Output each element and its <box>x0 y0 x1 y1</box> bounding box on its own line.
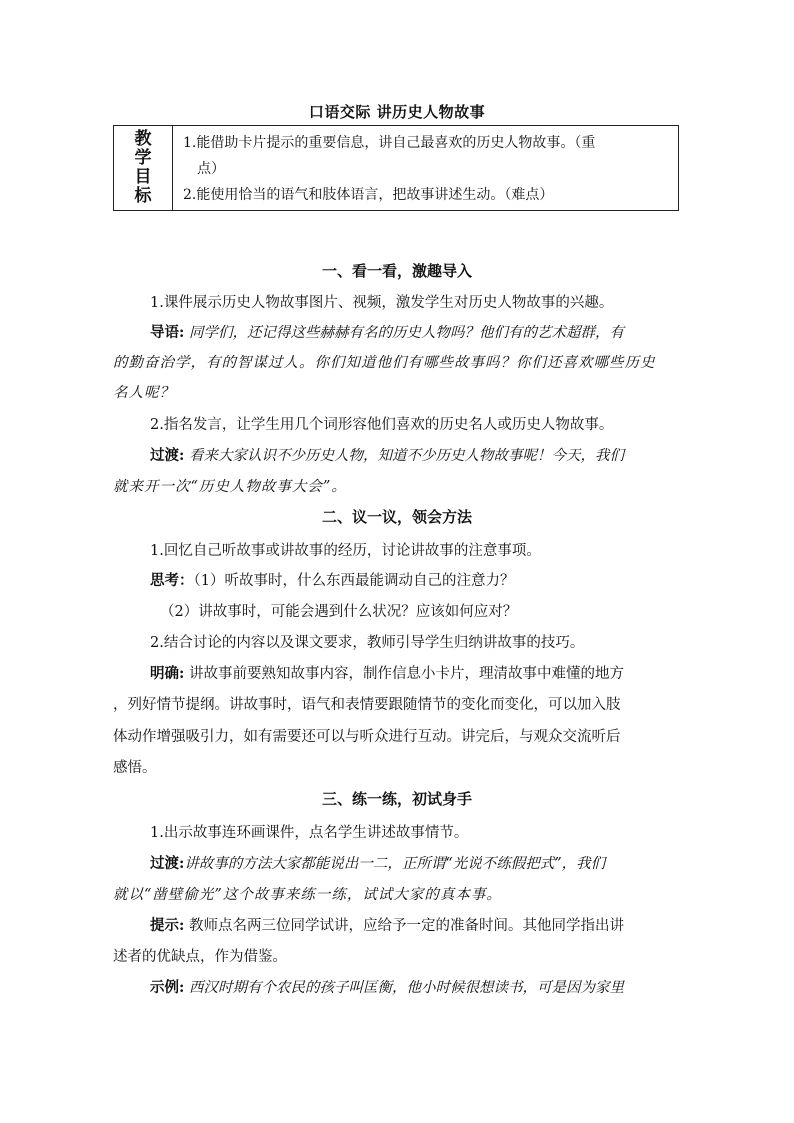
section-3-para-3 <box>140 911 676 941</box>
section-2-para-5-line-2: ，列好情节提纲。讲故事时，语气和表情要跟随情节的变化而变化，可以加入肢 <box>113 697 621 713</box>
para-text: 教师点名两三位同学试讲，应给予一定的准备时间。其他同学指出讲 <box>184 918 624 934</box>
para-label: 导语: <box>150 324 185 341</box>
section-3-para-2-line-2: 就以“凿壁偷光”这个故事来练一练，试试大家的真本事。 <box>113 887 502 903</box>
section-2-para-5 <box>140 659 676 689</box>
section-3-para-3-line-2: 述者的优缺点，作为借鉴。 <box>113 949 287 965</box>
section-1-para-2-line-2: 的勤奋治学，有的智谋过人。你们知道他们有哪些故事吗？你们还喜欢哪些历史 <box>113 355 656 371</box>
para-label: 过渡: <box>150 855 185 872</box>
section-2-para-3: （2）讲故事时，可能会遇到什么状况？应该如何应对？ <box>160 604 518 620</box>
para-text: 西汉时期有个农民的孩子叫匡衡，他小时候很想读书，可是因为家里 <box>184 980 624 996</box>
para-label: 示例: <box>150 979 185 996</box>
section-2-para-5-line-4: 感悟。 <box>113 760 157 776</box>
para-text: 看来大家认识不少历史人物，知道不少历史人物故事呢！今天，我们 <box>184 448 624 464</box>
section-3-para-1: 1.出示故事连环画课件，点名学生讲述故事情节。 <box>150 825 469 841</box>
section-1-para-2 <box>140 318 676 348</box>
section-3-para-2 <box>140 849 676 879</box>
goals-body-cell <box>173 126 679 211</box>
para-label: 思考： <box>150 572 194 589</box>
section-1-para-2-line-3: 名人呢？ <box>113 385 175 401</box>
para-text: （1）听故事时，什么东西最能调动自己的注意力？ <box>193 573 515 589</box>
section-3-para-4 <box>140 973 676 1003</box>
section-2-para-5-line-3: 体动作增强吸引力，如有需要还可以与听众进行互动。讲完后，与观众交流听后 <box>113 729 621 745</box>
goals-label: 教学目标 <box>134 129 152 206</box>
para-text: 讲故事前要熟知故事内容，制作信息小卡片，理清故事中难懂的地方 <box>184 666 624 682</box>
section-2-heading: 二、议一议，领会方法 <box>321 508 472 526</box>
section-2-para-1: 1.回忆自己听故事或讲故事的经历，讨论讲故事的注意事项。 <box>150 543 541 559</box>
para-label: 明确: <box>150 665 185 682</box>
section-3-heading: 三、练一练，初试身手 <box>321 790 472 808</box>
para-label: 过渡: <box>150 447 185 464</box>
para-label: 提示: <box>150 917 185 934</box>
page-title: 口语交际 讲历史人物故事 <box>308 103 486 121</box>
goal-item-1-continued: 点） <box>197 161 225 177</box>
section-1-heading: 一、看一看，激趣导入 <box>321 262 472 280</box>
section-2-para-4: 2.结合讨论的内容以及课文要求，教师引导学生归纳讲故事的技巧。 <box>150 635 585 651</box>
para-text: 讲故事的方法大家都能说出一二，正所谓“光说不练假把式”，我们 <box>184 856 606 872</box>
section-2-para-2 <box>140 566 676 596</box>
section-1-para-1: 1.课件展示历史人物故事图片、视频，激发学生对历史人物故事的兴趣。 <box>150 295 614 311</box>
teaching-goals-table <box>113 125 679 211</box>
para-text: 同学们，还记得这些赫赫有名的历史人物吗？他们有的艺术超群，有 <box>184 325 624 341</box>
goal-item-2: 2.能使用恰当的语气和肢体语言，把故事讲述生动。（难点） <box>183 187 554 203</box>
goals-label-cell <box>114 126 173 211</box>
section-1-para-4 <box>140 441 676 471</box>
section-1-para-3: 2.指名发言，让学生用几个词形容他们喜欢的历史名人或历史人物故事。 <box>150 417 614 433</box>
goal-item-1: 1.能借助卡片提示的重要信息，讲自己最喜欢的历史人物故事。（重 <box>183 135 596 151</box>
section-1-para-4-line-2: 就来开一次“历史人物故事大会”。 <box>113 479 347 495</box>
